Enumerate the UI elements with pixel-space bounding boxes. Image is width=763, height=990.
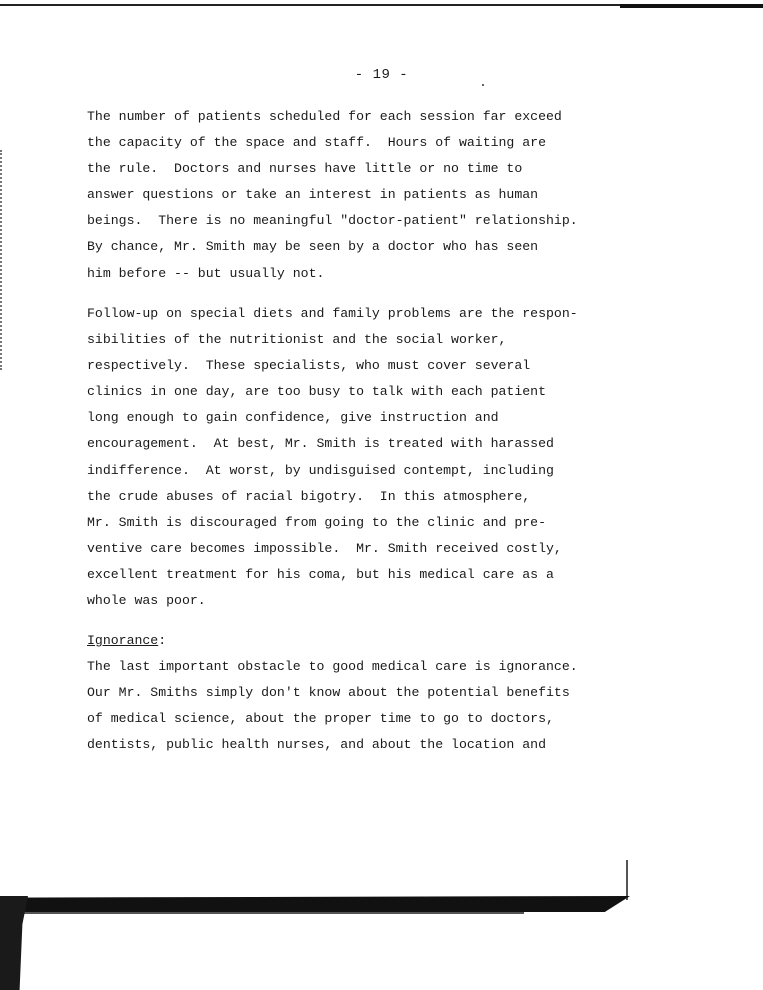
scan-speck bbox=[482, 84, 484, 86]
text-line: encouragement. At best, Mr. Smith is treated with harassed bbox=[87, 436, 554, 452]
text-line: the capacity of the space and staff. Hours of waiting are bbox=[87, 135, 546, 151]
text-line: By chance, Mr. Smith may be seen by a doctor who has seen bbox=[87, 239, 539, 255]
section-heading bbox=[87, 628, 166, 654]
scan-left-edge-marks bbox=[0, 150, 5, 370]
page-number: - 19 - bbox=[354, 67, 409, 83]
text-line: long enough to gain confidence, give instruction and bbox=[87, 410, 499, 426]
scan-top-border-heavy bbox=[620, 4, 763, 8]
text-line: answer questions or take an interest in patients as human bbox=[87, 187, 539, 203]
text-line: indifference. At worst, by undisguised contempt, including bbox=[87, 462, 554, 478]
text-line: sibilities of the nutritionist and the social worker, bbox=[87, 332, 507, 348]
text-line: dentists, public health nurses, and about the location and bbox=[87, 737, 546, 753]
text-line: The number of patients scheduled for each session far exceed bbox=[87, 109, 562, 124]
text-line: respectively. These specialists, who must cover several bbox=[87, 358, 531, 374]
paragraph-follow-up bbox=[87, 301, 607, 614]
text-line: The last important obstacle to good medical care is ignorance. bbox=[87, 659, 578, 674]
text-line: the rule. Doctors and nurses have little or no time to bbox=[87, 161, 523, 177]
paragraph-clinic-waiting bbox=[87, 104, 607, 287]
section-heading-colon: : bbox=[158, 633, 167, 648]
scan-bottom-left-corner bbox=[0, 896, 28, 990]
text-line: whole was poor. bbox=[87, 593, 206, 609]
text-line: Follow-up on special diets and family problems are the respon- bbox=[87, 306, 578, 321]
text-line: beings. There is no meaningful "doctor-patient" relationship. bbox=[87, 213, 578, 229]
text-line: clinics in one day, are too busy to talk with each patient bbox=[87, 384, 546, 400]
text-line: Our Mr. Smiths simply don't know about the potential benefits bbox=[87, 685, 570, 701]
text-line: him before -- but usually not. bbox=[87, 265, 325, 281]
section-heading-text: Ignorance bbox=[87, 633, 159, 648]
scan-bottom-shadow bbox=[24, 912, 524, 914]
scan-right-edge bbox=[626, 860, 628, 900]
text-line: ventive care becomes impossible. Mr. Smith received costly, bbox=[87, 540, 562, 556]
text-line: excellent treatment for his coma, but his medical care as a bbox=[87, 566, 554, 582]
paragraph-ignorance bbox=[87, 654, 607, 758]
text-line: Mr. Smith is discouraged from going to the clinic and pre- bbox=[87, 514, 546, 530]
text-line: of medical science, about the proper time to go to doctors, bbox=[87, 711, 554, 727]
scan-bottom-border bbox=[0, 896, 630, 912]
text-line: the crude abuses of racial bigotry. In this atmosphere, bbox=[87, 488, 531, 504]
